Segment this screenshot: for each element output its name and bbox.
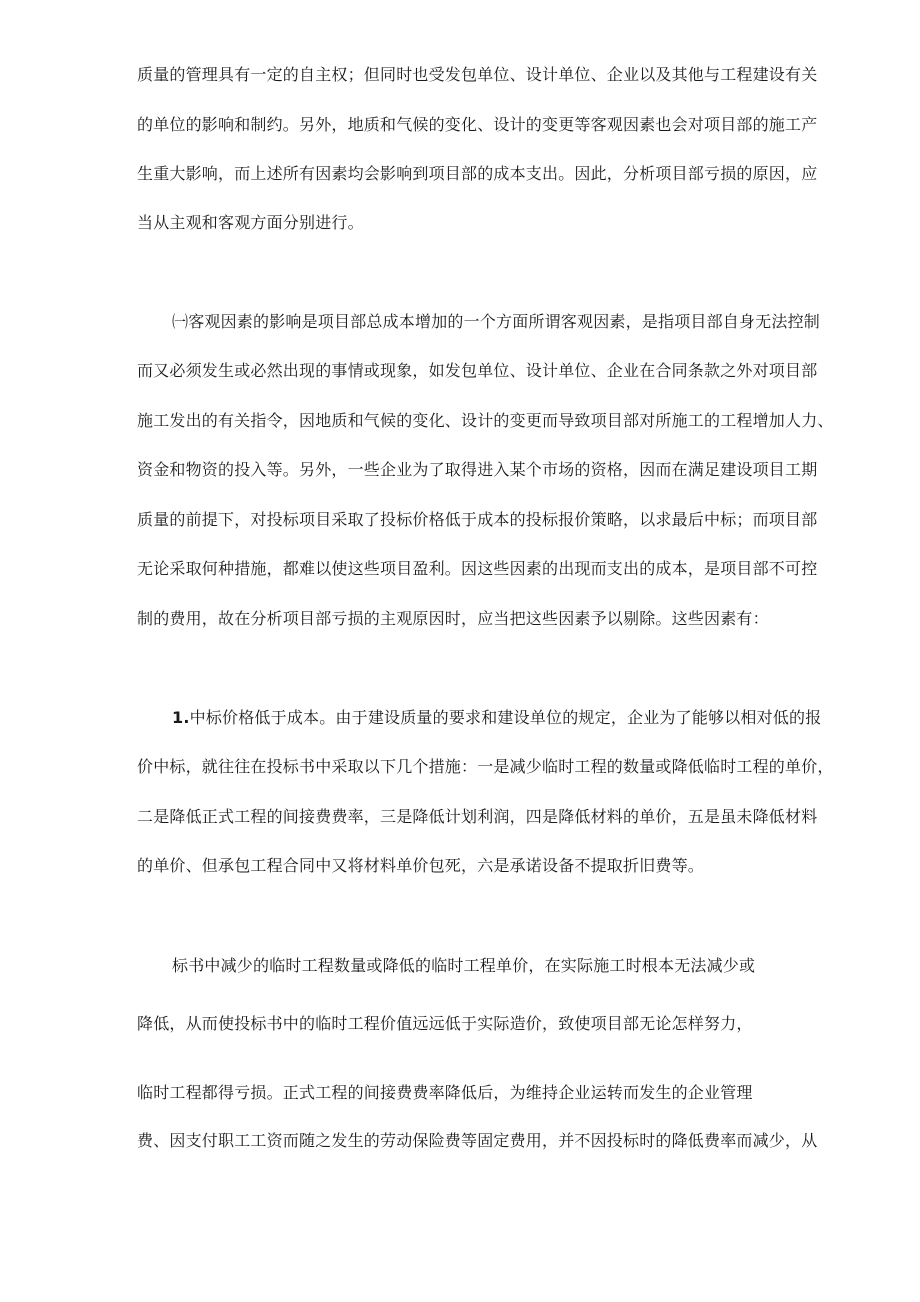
text-span: 中标价格低于成本。由于建设质量的要求和建设单位的规定，企业为了能够以相对低的报 — [189, 708, 822, 727]
text-line: 的单价、但承包工程合同中又将材料单价包死，六是承诺设备不提取折旧费等。 — [137, 856, 705, 875]
text-line: 质量的前提下，对投标项目采取了投标价格低于成本的投标报价策略，以求最后中标；而项目部 — [137, 510, 818, 529]
text-line: 标书中减少的临时工程数量或降低的临时工程单价，在实际施工时根本无法减少或 — [172, 956, 756, 975]
text-line: 降低，从而使投标书中的临时工程价值远远低于实际造价，致使项目部无论怎样努力， — [137, 1014, 753, 1033]
text-line: 临时工程都得亏损。正式工程的间接费费率降低后，为维持企业运转而发生的企业管理 — [137, 1083, 753, 1102]
text-line: 的单位的影响和制约。另外，地质和气候的变化、设计的变更等客观因素也会对项目部的施工产 — [137, 115, 818, 134]
text-line: 二是降低正式工程的间接费费率，三是降低计划利润，四是降低材料的单价，五是虽未降低材料 — [137, 807, 818, 826]
text-line: 当从主观和客观方面分别进行。 — [137, 213, 364, 232]
text-line: 生重大影响，而上述所有因素均会影响到项目部的成本支出。因此，分析项目部亏损的原因，应 — [137, 164, 818, 183]
text-line: 而又必须发生或必然出现的事情或现象，如发包单位、设计单位、企业在合同条款之外对项目部 — [137, 361, 818, 380]
text-line: 费、因支付职工工资而随之发生的劳动保险费等固定费用，并不因投标时的降低费率而减少，从 — [137, 1131, 818, 1150]
list-number: 1. — [172, 708, 190, 727]
text-line — [172, 707, 821, 729]
text-line: 施工发出的有关指令，因地质和气候的变化、设计的变更而导致项目部对所施工的工程增加人力、 — [137, 411, 834, 430]
text-line: 无论采取何种措施，都难以使这些项目盈利。因这些因素的出现而支出的成本，是项目部不可控 — [137, 559, 818, 578]
text-line: 价中标，就往往在投标书中采取以下几个措施：一是减少临时工程的数量或降低临时工程的单价， — [137, 757, 834, 776]
text-line: 制的费用，故在分析项目部亏损的主观原因时，应当把这些因素予以剔除。这些因素有： — [137, 609, 769, 628]
text-line: 质量的管理具有一定的自主权；但同时也受发包单位、设计单位、企业以及其他与工程建设有关 — [137, 65, 818, 84]
text-line: ㈠客观因素的影响是项目部总成本增加的一个方面所谓客观因素，是指项目部自身无法控制 — [172, 312, 821, 331]
text-line: 资金和物资的投入等。另外，一些企业为了取得进入某个市场的资格，因而在满足建设项目工期 — [137, 460, 818, 479]
